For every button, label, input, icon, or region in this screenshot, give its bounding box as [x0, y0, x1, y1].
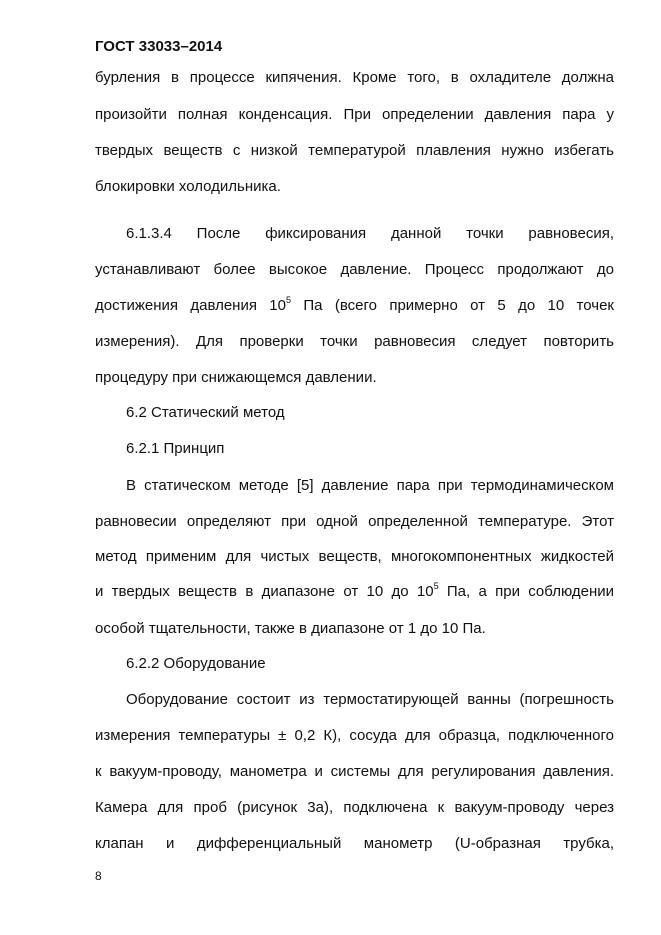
text-line: равновесии определяют при одной определенной температуре. Этот	[95, 513, 614, 530]
text-line: твердых веществ с низкой температурой плавления нужно избегать	[95, 142, 614, 159]
text-line: Камера для проб (рисунок 3а), подключена к вакуум-проводу через	[95, 799, 614, 816]
text-fragment: и твердых веществ в диапазоне от 10 до 10	[95, 583, 434, 600]
text-line: измерения). Для проверки точки равновесия следует повторить	[95, 333, 614, 350]
text-line: произойти полная конденсация. При определении давления пара у	[95, 106, 614, 123]
section-heading-6-2: 6.2 Статический метод	[126, 404, 285, 421]
text-line-with-superscript	[95, 297, 614, 314]
text-line: блокировки холодильника.	[95, 178, 281, 195]
clause-6-1-3-4-line: 6.1.3.4 После фиксирования данной точки равновесия,	[126, 225, 614, 242]
text-line: Оборудование состоит из термостатирующей ванны (погрешность	[126, 691, 614, 708]
text-line: В статическом методе [5] давление пара при термодинамическом	[126, 477, 614, 494]
subsection-heading-6-2-1: 6.2.1 Принцип	[126, 440, 225, 457]
subsection-heading-6-2-2: 6.2.2 Оборудование	[126, 655, 266, 672]
text-line: процедуру при снижающемся давлении.	[95, 369, 377, 386]
document-code-header: ГОСТ 33033–2014	[95, 38, 223, 55]
text-line: устанавливают более высокое давление. Процесс продолжают до	[95, 261, 614, 278]
superscript-exponent: 5	[433, 581, 439, 591]
text-line: метод применим для чистых веществ, многокомпонентных жидкостей	[95, 548, 614, 565]
text-line: измерения температуры ± 0,2 К), сосуда для образца, подключенного	[95, 727, 614, 744]
text-fragment: Па (всего примерно от 5 до 10 точек	[291, 297, 614, 314]
text-fragment: достижения давления 10	[95, 297, 286, 314]
page-number: 8	[95, 869, 102, 883]
superscript-exponent: 5	[286, 295, 292, 305]
text-line: к вакуум-проводу, манометра и системы для регулирования давления.	[95, 763, 614, 780]
text-line-with-superscript	[95, 583, 614, 600]
text-fragment: Па, а при соблюдении	[438, 583, 614, 600]
text-line: клапан и дифференциальный манометр (U-образная трубка,	[95, 835, 614, 852]
text-line: бурления в процессе кипячения. Кроме того, в охладителе должна	[95, 69, 614, 86]
text-line: особой тщательности, также в диапазоне от 1 до 10 Па.	[95, 620, 486, 637]
